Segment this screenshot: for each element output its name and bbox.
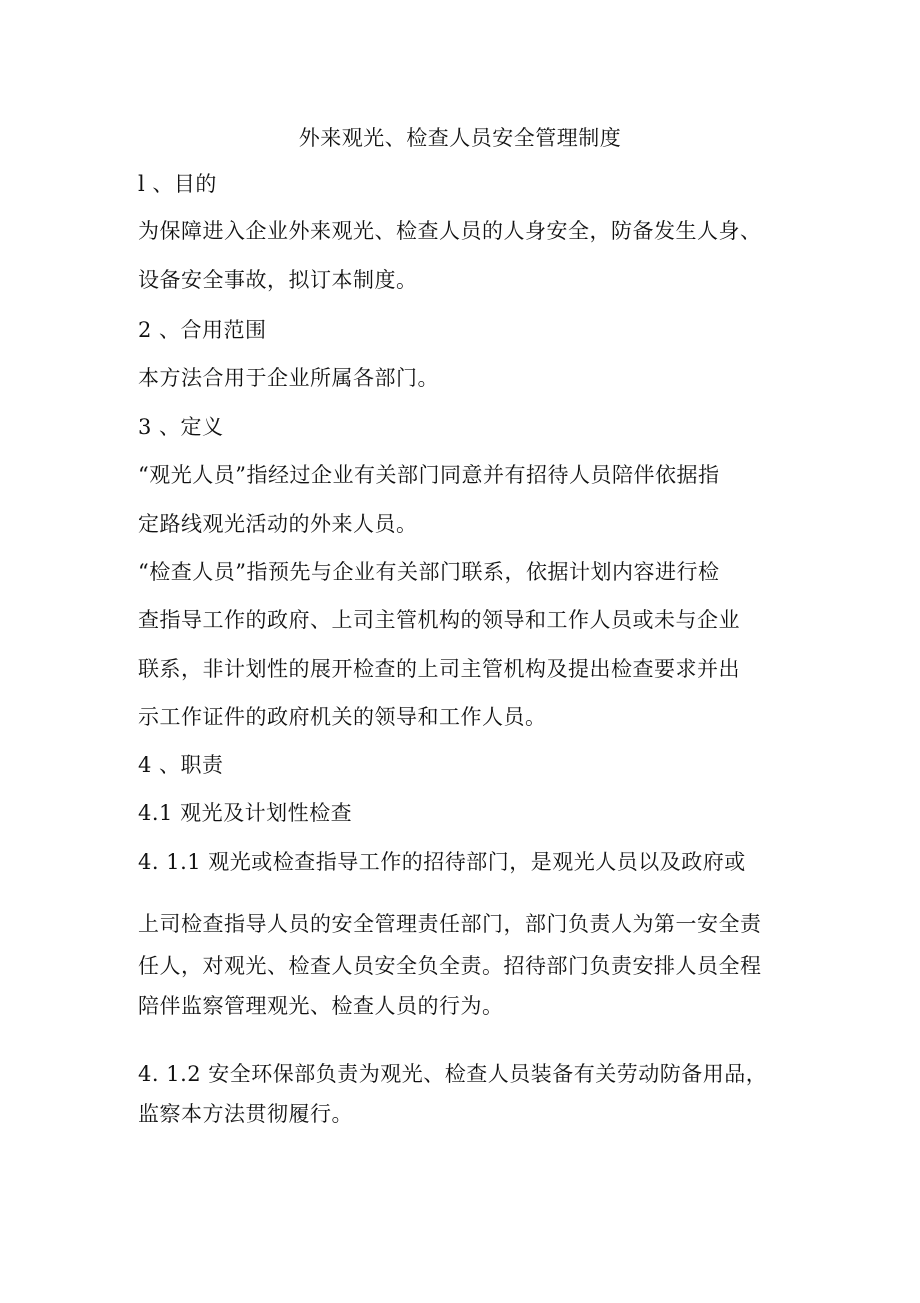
paragraph-line: 定路线观光活动的外来人员。 — [138, 512, 418, 536]
section-heading-purpose: l 、目的 — [138, 172, 217, 196]
section-heading-definition: 3 、定义 — [138, 415, 224, 439]
paragraph-line: 4. 1.1 观光或检查指导工作的招待部门，是观光人员以及政府或 — [138, 850, 746, 874]
paragraph-line: 设备安全事故，拟订本制度。 — [138, 268, 418, 292]
paragraph-line: 示工作证件的政府机关的领导和工作人员。 — [138, 705, 547, 729]
paragraph-line: “观光人员”指经过企业有关部门同意并有招待人员陪伴依据指 — [138, 463, 720, 487]
document-title: 外来观光、检查人员安全管理制度 — [298, 126, 622, 150]
section-heading-scope: 2 、合用范围 — [138, 318, 267, 342]
paragraph-line: 4. 1.2 安全环保部负责为观光、检查人员装备有关劳动防备用品， — [138, 1062, 768, 1086]
paragraph-line: “检查人员”指预先与企业有关部门联系，依据计划内容进行检 — [138, 560, 720, 584]
paragraph-line: 查指导工作的政府、上司主管机构的领导和工作人员或未与企业 — [138, 608, 740, 632]
paragraph-line: 联系，非计划性的展开检查的上司主管机构及提出检查要求并出 — [138, 657, 740, 681]
paragraph-line: 监察本方法贯彻履行。 — [138, 1102, 353, 1126]
paragraph-line: 本方法合用于企业所属各部门。 — [138, 366, 439, 390]
paragraph-line: 任人，对观光、检查人员安全负全责。招待部门负责安排人员全程 — [138, 954, 762, 978]
paragraph-line: 陪伴监察管理观光、检查人员的行为。 — [138, 994, 504, 1018]
paragraph-line: 为保障进入企业外来观光、检查人员的人身安全，防备发生人身、 — [138, 219, 762, 243]
subsection-heading: 4.1 观光及计划性检查 — [138, 801, 353, 825]
paragraph-line: 上司检查指导人员的安全管理责任部门，部门负责人为第一安全责 — [138, 912, 762, 936]
section-heading-duties: 4 、职责 — [138, 753, 224, 777]
